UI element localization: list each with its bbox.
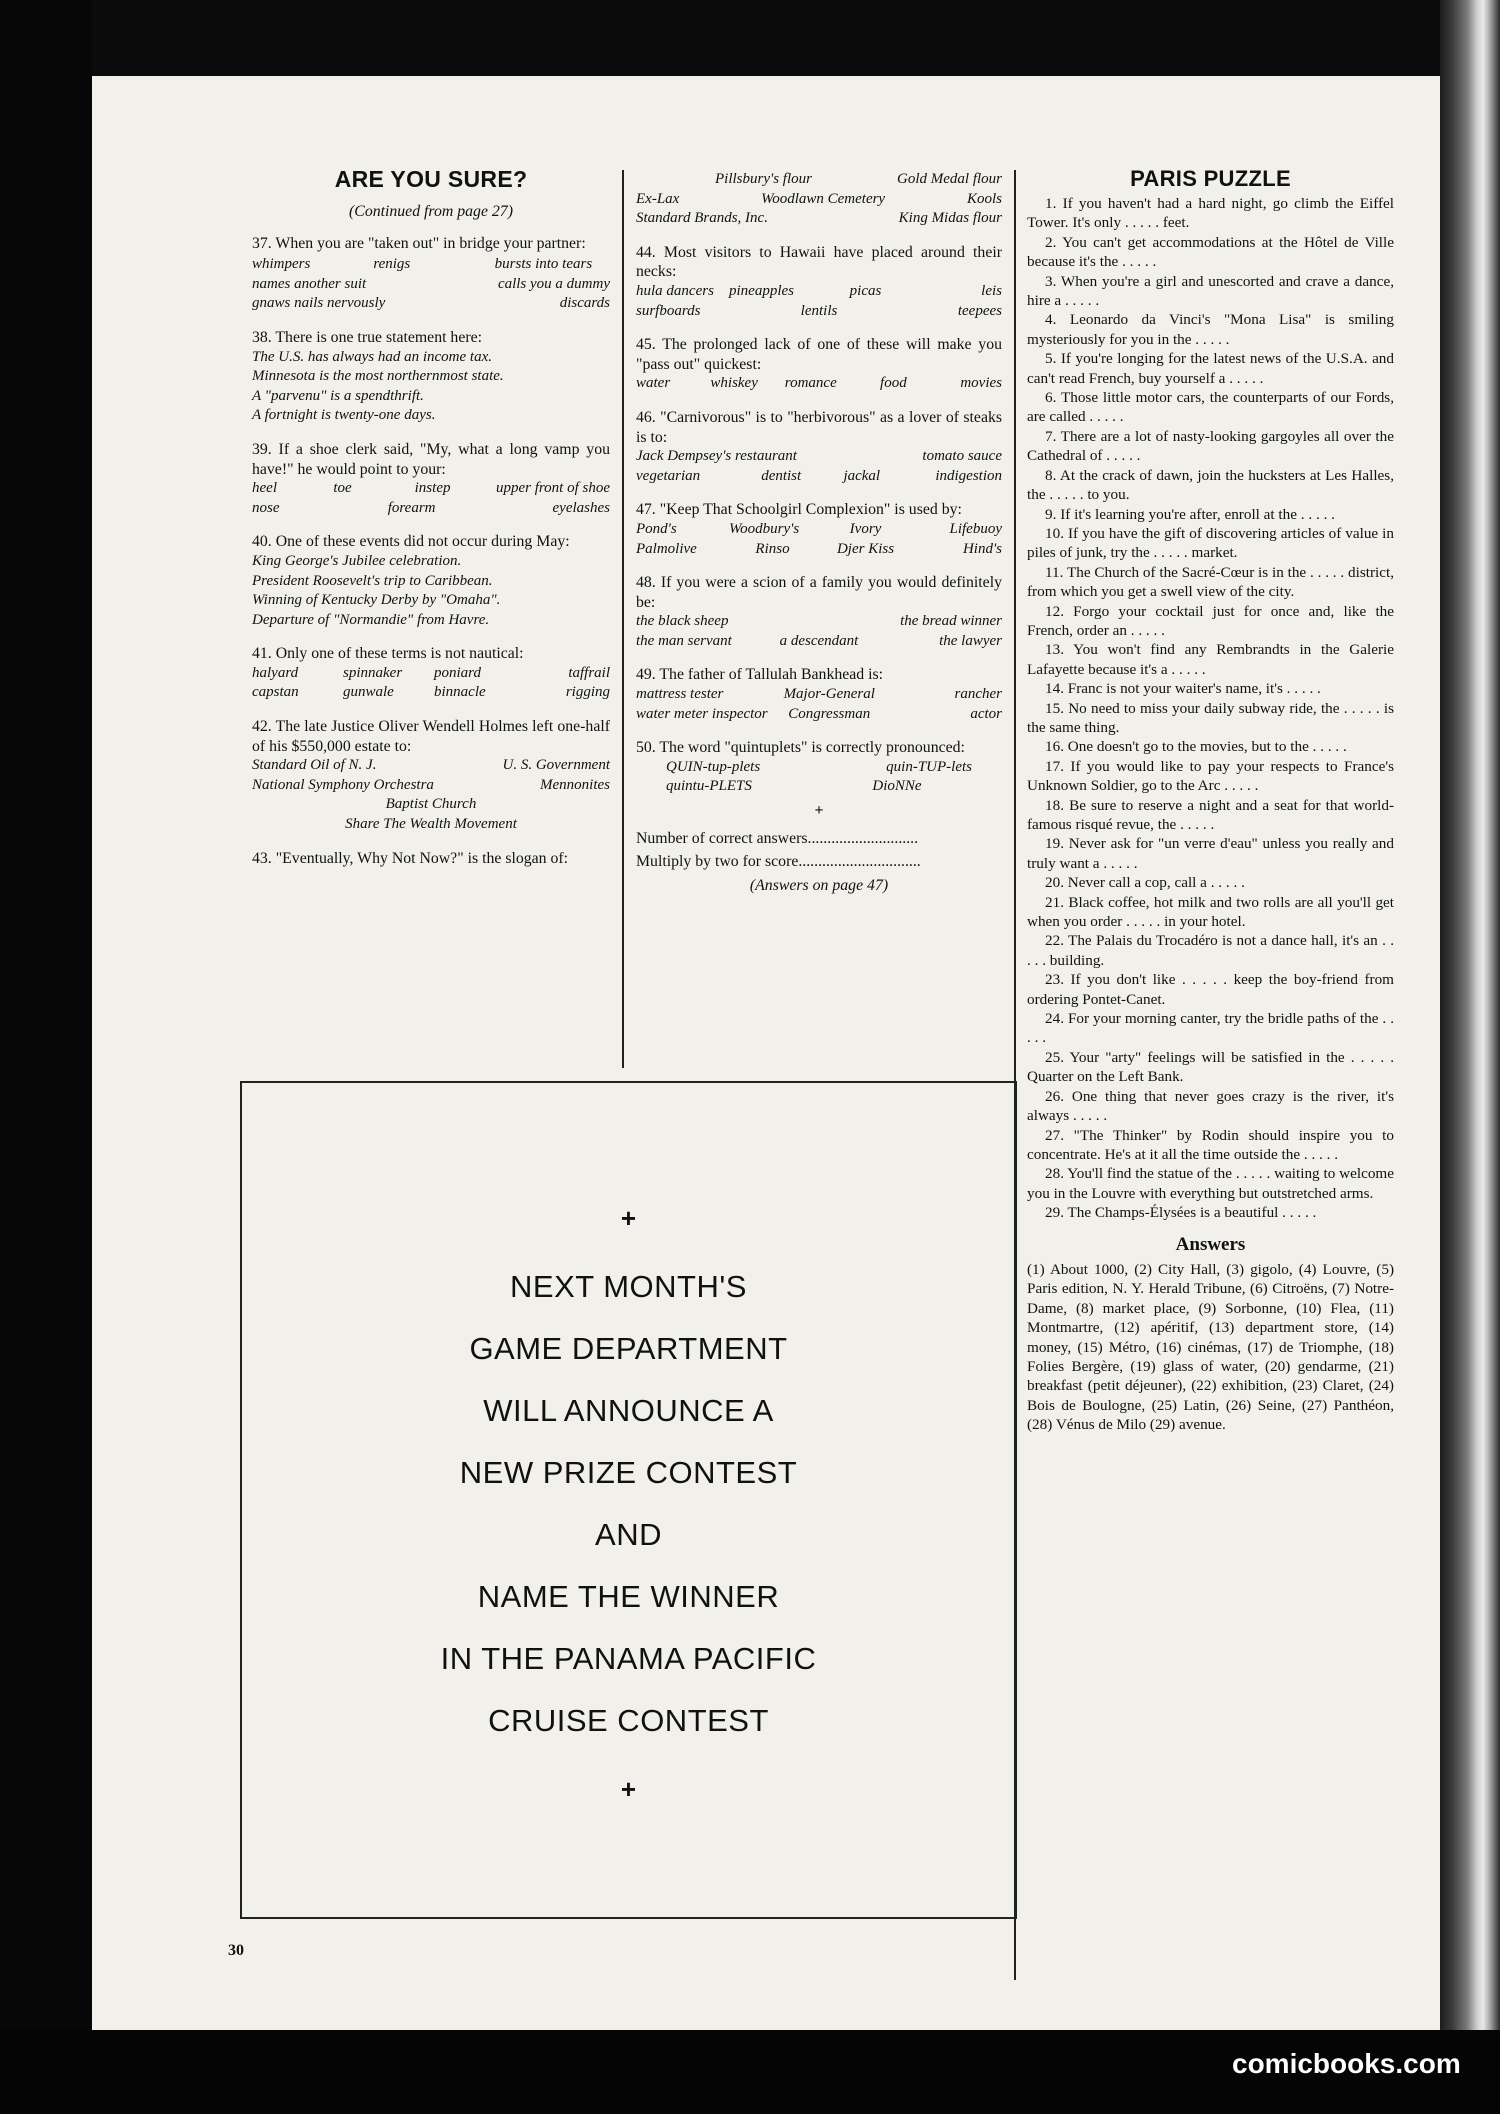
score-line: Multiply by two for score............................... — [636, 853, 921, 871]
question-45-options — [636, 374, 1002, 394]
page-number: 30 — [228, 1942, 244, 1959]
question-45: 45. The prolonged lack of one of these will make you "pass out" quickest: — [636, 336, 1002, 373]
answers-text: (1) About 1000, (2) City Hall, (3) gigolo, (4) Louvre, (5) Paris edition, N. Y. Herald Tribune, (6) Citroëns, (7) Notre-Dame, (8) market place, (9) Sorbonne, (10) Flea, (11) Montmartre, (12) apéritif, (13) department store, (14) money, (15) Métro, (16) cinémas, (17) de Triomphe, (18) Folies Bergère, (19) glass of water, (20) gendarme, (21) breakfast (petit déjeuner), (22) exhibition, (23) Claret, (24) Bois de Boulogne, (25) Latin, (26) Seine, (27) Panthéon, (28) Vénus de Milo (29) avenue. — [1027, 1260, 1394, 1434]
option: leis — [981, 282, 1002, 299]
announcement-line: AND — [595, 1517, 662, 1552]
option: actor — [970, 705, 1002, 722]
option: Mennonites — [540, 776, 610, 793]
question-44: 44. Most visitors to Hawaii have placed around their necks: — [636, 243, 1002, 281]
option: King Midas flour — [898, 210, 1002, 227]
option: bursts into tears — [494, 256, 593, 273]
option: Lifebuoy — [949, 520, 1002, 537]
puzzle-item: 1. If you haven't had a hard night, go climb the Eiffel Tower. It's only . . . . . feet. — [1027, 195, 1394, 232]
puzzle-item: 10. If you have the gift of discovering articles of value in piles of junk, try the . . . . . market. — [1027, 524, 1394, 562]
puzzle-items — [1027, 194, 1394, 1223]
option: lentils — [800, 302, 838, 319]
quiz-column-left — [252, 166, 610, 882]
option: mattress tester — [636, 686, 724, 703]
option: a descendant — [779, 632, 859, 649]
scan-border-right — [1440, 0, 1500, 2114]
option: rancher — [954, 686, 1002, 703]
option: spinnaker — [343, 664, 403, 681]
option: upper front of shoe — [495, 480, 610, 497]
option: Kools — [966, 190, 1002, 207]
question-46: 46. "Carnivorous" is to "herbivorous" as a lover of steaks is to: — [636, 408, 1002, 446]
continued-note: (Continued from page 27) — [349, 203, 513, 220]
option: Ex-Lax — [636, 190, 680, 207]
question-37-options — [252, 255, 610, 314]
option: surfboards — [636, 302, 701, 319]
option: Woodbury's — [729, 520, 800, 537]
question-37: 37. When you are "taken out" in bridge your partner: — [252, 234, 586, 252]
option: Congressman — [788, 705, 871, 722]
question-47-options — [636, 520, 1002, 559]
option: instep — [414, 480, 451, 497]
option: QUIN-tup-plets — [666, 758, 761, 775]
puzzle-item: 3. When you're a girl and unescorted and crave a dance, hire a . . . . . — [1027, 272, 1394, 310]
option: halyard — [252, 664, 299, 681]
puzzle-item: 9. If it's learning you're after, enroll at the . . . . . — [1045, 505, 1335, 523]
announcement-line: NEW PRIZE CONTEST — [459, 1455, 798, 1490]
puzzle-item: 29. The Champs-Élysées is a beautiful . . . . . — [1045, 1204, 1317, 1222]
puzzle-item: 17. If you would like to pay your respects to France's Unknown Soldier, go to the Arc . . . . . — [1027, 757, 1394, 795]
statement: The U.S. has always had an income tax. — [252, 348, 492, 365]
option: quintu-PLETS — [666, 778, 752, 795]
option: Share The Wealth Movement — [345, 816, 517, 833]
statement: Departure of "Normandie" from Havre. — [252, 611, 490, 628]
option: the black sheep — [636, 613, 729, 630]
question-39-options — [252, 479, 610, 518]
option: U. S. Government — [502, 757, 610, 774]
announcement-line: GAME DEPARTMENT — [469, 1331, 788, 1366]
question-41-options — [252, 664, 610, 703]
option: discards — [559, 295, 610, 312]
question-42-options — [252, 756, 610, 834]
option: the bread winner — [900, 613, 1002, 630]
announcement-box — [240, 1081, 1017, 1919]
puzzle-item: 22. The Palais du Trocadéro is not a dance hall, it's an . . . . . building. — [1027, 932, 1394, 969]
question-38: 38. There is one true statement here: — [252, 328, 482, 346]
option: names another suit — [252, 275, 367, 292]
watermark: comicbooks.com — [1232, 2048, 1461, 2079]
question-47: 47. "Keep That Schoolgirl Complexion" is used by: — [636, 501, 962, 519]
option: the lawyer — [939, 632, 1002, 649]
option: National Symphony Orchestra — [252, 776, 434, 793]
option: Djer Kiss — [836, 540, 895, 557]
announcement-line: NAME THE WINNER — [477, 1579, 780, 1614]
puzzle-item: 14. Franc is not your waiter's name, it's . . . . . — [1045, 680, 1321, 698]
question-48: 48. If you were a scion of a family you would definitely be: — [636, 574, 1002, 611]
option: water meter inspector — [636, 705, 768, 722]
question-50-options — [636, 758, 1002, 797]
column-rule — [622, 170, 624, 1068]
announcement-line: IN THE PANAMA PACIFIC — [440, 1641, 817, 1676]
puzzle-item: 26. One thing that never goes crazy is the river, it's always . . . . . — [1027, 1087, 1394, 1125]
option: Hind's — [962, 540, 1002, 557]
plus-ornament: + — [620, 1774, 637, 1804]
puzzle-item: 25. Your "arty" feelings will be satisfied in the . . . . . Quarter on the Left Bank. — [1027, 1048, 1394, 1086]
option: picas — [849, 282, 882, 299]
question-39: 39. If a shoe clerk said, "My, what a long vamp you have!" he would point to your: — [252, 440, 610, 478]
option: hula dancers — [636, 282, 714, 299]
option: food — [880, 375, 907, 392]
puzzle-item: 8. At the crack of dawn, join the hucksters at Les Halles, the . . . . . to you. — [1027, 466, 1394, 504]
option: Ivory — [849, 520, 882, 537]
statement: Winning of Kentucky Derby by "Omaha". — [252, 592, 501, 609]
option: vegetarian — [636, 467, 701, 484]
puzzle-title: PARIS PUZZLE — [1130, 166, 1291, 191]
puzzle-item: 18. Be sure to reserve a night and a seat for that world-famous risqué revue, the . . . . . — [1027, 796, 1394, 833]
option: heel — [252, 480, 277, 497]
question-40: 40. One of these events did not occur during May: — [252, 533, 570, 551]
option: Standard Brands, Inc. — [636, 210, 768, 227]
quiz-column-middle — [636, 170, 1002, 895]
announcement-line: WILL ANNOUNCE A — [483, 1393, 774, 1428]
option: Pond's — [636, 520, 677, 537]
question-49: 49. The father of Tallulah Bankhead is: — [636, 666, 884, 684]
statement: Minnesota is the most northernmost state. — [252, 368, 504, 385]
option: DioNNe — [872, 778, 922, 795]
option: nose — [252, 499, 280, 516]
answers-reference: (Answers on page 47) — [749, 876, 889, 894]
option: Woodlawn Cemetery — [761, 190, 886, 207]
announcement-line: NEXT MONTH'S — [510, 1269, 747, 1304]
puzzle-item: 7. There are a lot of nasty-looking gargoyles all over the Cathedral of . . . . . — [1027, 427, 1394, 465]
question-43: 43. "Eventually, Why Not Now?" is the slogan of: — [252, 849, 569, 867]
option: gunwale — [343, 684, 394, 701]
puzzle-item: 2. You can't get accommodations at the Hôtel de Ville because it's the . . . . . — [1027, 233, 1394, 271]
scan-border-left — [0, 0, 92, 2114]
option: poniard — [434, 664, 481, 681]
option: Rinso — [755, 540, 790, 557]
question-42: 42. The late Justice Oliver Wendell Holmes left one-half of his $550,000 estate to: — [252, 718, 610, 755]
puzzle-item: 11. The Church of the Sacré-Cœur is in the . . . . . district, from which you get a swell view of the city. — [1027, 563, 1394, 601]
option: eyelashes — [552, 499, 610, 516]
option: renigs — [373, 256, 411, 273]
option: dentist — [761, 467, 802, 484]
statement: A "parvenu" is a spendthrift. — [252, 387, 424, 404]
option: tomato sauce — [922, 448, 1002, 465]
question-44-options — [636, 282, 1002, 321]
correct-answers-line: Number of correct answers............................ — [636, 829, 919, 847]
option: forearm — [387, 499, 436, 516]
option: Major-General — [783, 686, 875, 703]
option: Pillsbury's flour — [715, 171, 812, 187]
puzzle-item: 20. Never call a cop, call a . . . . . — [1045, 874, 1245, 892]
puzzle-item: 12. Forgo your cocktail just for once and, like the French, order an . . . . . — [1027, 602, 1394, 639]
option: whimpers — [252, 256, 311, 273]
option: Standard Oil of N. J. — [252, 757, 377, 774]
option: gnaws nails nervously — [252, 295, 386, 312]
option: jackal — [843, 467, 881, 484]
option: capstan — [252, 684, 299, 701]
option: toe — [333, 480, 352, 497]
option: Palmolive — [636, 540, 697, 557]
option: Jack Dempsey's restaurant — [636, 448, 797, 465]
puzzle-item: 16. One doesn't go to the movies, but to the . . . . . — [1045, 738, 1347, 756]
option: quin-TUP-lets — [886, 758, 972, 775]
option: rigging — [565, 684, 610, 701]
answers-title: Answers — [1175, 1233, 1246, 1255]
puzzle-item: 28. You'll find the statue of the . . . . . waiting to welcome you in the Louvre with everything but outstretched arms. — [1027, 1165, 1394, 1202]
option: Baptist Church — [385, 796, 477, 813]
option: movies — [960, 375, 1002, 392]
plus-ornament: + — [620, 1203, 637, 1233]
question-41: 41. Only one of these terms is not nautical: — [252, 645, 524, 663]
question-40-statements — [252, 552, 610, 630]
quiz-title: ARE YOU SURE? — [334, 166, 528, 192]
puzzle-item: 13. You won't find any Rembrandts in the Galerie Lafayette because it's a . . . . . — [1027, 641, 1394, 678]
option: teepees — [957, 302, 1002, 319]
puzzle-item: 6. Those little motor cars, the counterparts of our Fords, are called . . . . . — [1027, 389, 1394, 426]
question-38-statements — [252, 348, 610, 426]
puzzle-item: 15. No need to miss your daily subway ride, the . . . . . is the same thing. — [1027, 699, 1394, 736]
option: indigestion — [935, 467, 1002, 484]
puzzle-item: 24. For your morning canter, try the bridle paths of the . . . . . — [1027, 1010, 1394, 1047]
option: whiskey — [710, 375, 758, 392]
question-49-options — [636, 685, 1002, 724]
plus-ornament: + — [814, 802, 824, 820]
puzzle-item: 5. If you're longing for the latest news of the U.S.A. and can't read French, buy yourself a . . . . . — [1027, 350, 1394, 387]
option: the man servant — [636, 632, 732, 649]
option: romance — [784, 375, 837, 392]
puzzle-item: 4. Leonardo da Vinci's "Mona Lisa" is smiling mysteriously for you in the . . . . . — [1027, 311, 1394, 348]
question-43-options — [636, 170, 1002, 229]
option: taffrail — [568, 664, 610, 681]
puzzle-item: 21. Black coffee, hot milk and two rolls are all you'll get when you order . . . . . in your hotel. — [1027, 893, 1394, 931]
announcement-line: CRUISE CONTEST — [488, 1703, 769, 1738]
question-50: 50. The word "quintuplets" is correctly pronounced: — [636, 739, 965, 757]
option: water — [636, 375, 671, 392]
paris-puzzle-column — [1027, 166, 1394, 1435]
question-48-options — [636, 612, 1002, 651]
puzzle-item: 27. "The Thinker" by Rodin should inspire you to concentrate. He's at it all the time outside the . . . . . — [1027, 1126, 1394, 1163]
statement: A fortnight is twenty-one days. — [252, 407, 436, 424]
option: calls you a dummy — [497, 275, 610, 292]
statement: President Roosevelt's trip to Caribbean. — [252, 572, 493, 589]
statement: King George's Jubilee celebration. — [252, 552, 462, 569]
option: binnacle — [434, 684, 486, 701]
puzzle-item: 19. Never ask for "un verre d'eau" unless you really and truly want a . . . . . — [1027, 835, 1394, 872]
question-46-options — [636, 447, 1002, 486]
option: Gold Medal flour — [897, 171, 1002, 187]
puzzle-item: 23. If you don't like . . . . . keep the boy-friend from ordering Pontet-Canet. — [1027, 971, 1394, 1008]
option: pineapples — [729, 282, 794, 299]
